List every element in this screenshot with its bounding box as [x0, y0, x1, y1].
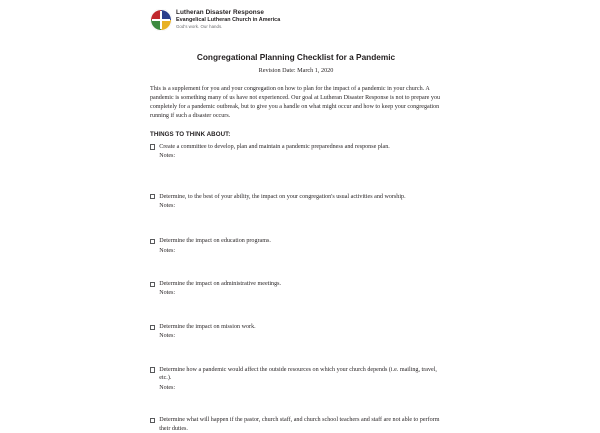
- notes-label: Notes:: [159, 290, 176, 297]
- checkbox-icon[interactable]: [150, 144, 155, 149]
- elca-cross-emblem-icon: [150, 9, 172, 31]
- checklist-item[interactable]: [150, 366, 442, 392]
- checklist-item-body: [159, 366, 442, 392]
- checkbox-icon[interactable]: [150, 239, 155, 244]
- checklist-item[interactable]: [150, 323, 442, 341]
- notes-label: Notes:: [159, 152, 176, 159]
- checklist-item-label: Create a committee to develop, plan and maintain a pandemic preparedness and response plan.: [159, 143, 390, 150]
- section-heading-things-to-think-about: THINGS TO THINK ABOUT:: [150, 130, 231, 138]
- checkbox-icon[interactable]: [150, 282, 155, 287]
- revision-date: Revision Date: March 1, 2020: [258, 67, 334, 74]
- checklist-item-label: Determine, to the best of your ability, the impact on your congregation's usual activities and worship.: [159, 193, 406, 200]
- intro-paragraph: This is a supplement for you and your congregation on how to plan for the impact of a pandemic in your church. A pandemic is something many of us have not experienced. Our goal at Lutheran Disaster Response is not to prepare you completely for a pandemic outbreak, but to give you a handle on what might occur and how to keep your congregation running if such a disaster occurs.: [150, 86, 441, 119]
- notes-label: Notes:: [159, 202, 176, 209]
- checklist-item[interactable]: [150, 280, 442, 298]
- checklist-item-body: [159, 416, 442, 433]
- checkbox-icon[interactable]: [150, 194, 155, 199]
- notes-label: Notes:: [159, 333, 176, 340]
- notes-label: Notes:: [159, 247, 176, 254]
- organization-parent: Evangelical Lutheran Church in America: [176, 17, 281, 24]
- checkbox-icon[interactable]: [150, 325, 155, 330]
- masthead: [150, 8, 442, 36]
- page-title: Congregational Planning Checklist for a Pandemic: [196, 52, 396, 62]
- checklist-item-label: Determine what will happen if the pastor, church staff, and church school teachers and staff are not able to perform their duties.: [159, 417, 440, 432]
- checkbox-icon[interactable]: [150, 367, 155, 372]
- notes-label: Notes:: [159, 384, 176, 391]
- checkbox-icon[interactable]: [150, 418, 155, 423]
- checklist-item-body: [159, 193, 442, 211]
- checklist-item[interactable]: [150, 416, 442, 433]
- checklist-item-label: Determine how a pandemic would affect the outside resources on which your church depends (i.e. mailing, travel, etc.).: [159, 366, 437, 382]
- brand-text-block: [176, 8, 280, 30]
- document-content: [150, 8, 442, 433]
- checklist-item-body: [159, 280, 442, 298]
- checklist-item[interactable]: [150, 193, 442, 211]
- checklist-item-body: [159, 143, 442, 161]
- checklist-item[interactable]: [150, 237, 442, 255]
- checklist-item-label: Determine the impact on administrative meetings.: [159, 281, 282, 288]
- checklist: [150, 143, 442, 433]
- checklist-item[interactable]: [150, 143, 442, 161]
- checklist-item-body: [159, 237, 442, 255]
- checklist-item-label: Determine the impact on mission work.: [159, 323, 256, 330]
- organization-tagline: God's work. Our hands.: [176, 24, 223, 30]
- checklist-item-body: [159, 323, 442, 341]
- organization-name: Lutheran Disaster Response: [176, 9, 264, 16]
- checklist-item-label: Determine the impact on education programs.: [159, 238, 271, 245]
